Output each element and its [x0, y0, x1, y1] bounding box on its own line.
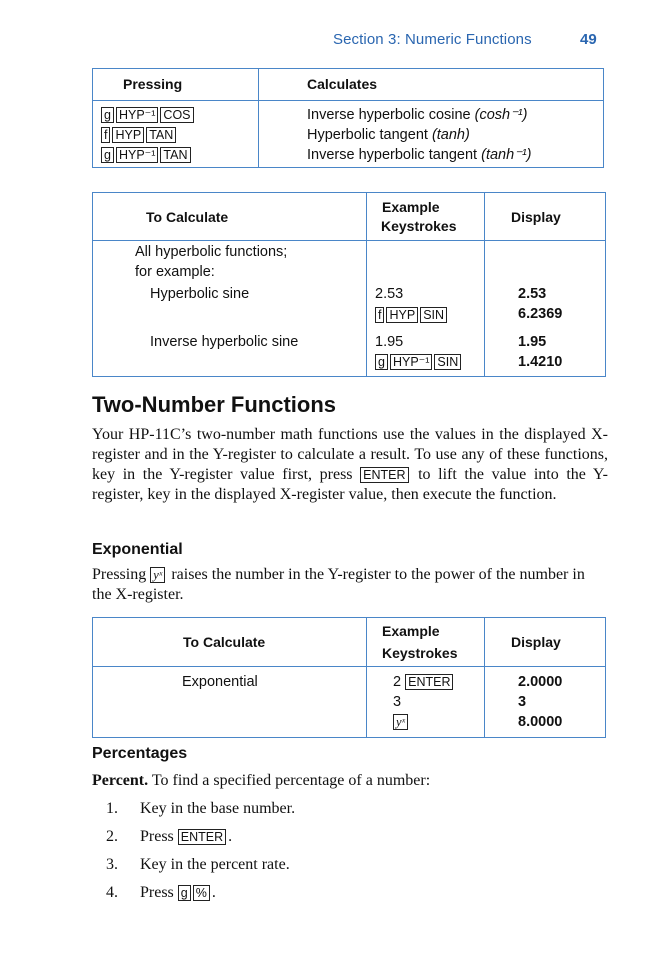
- tan-key: TAN: [146, 127, 176, 143]
- step-number: 2.: [106, 828, 118, 845]
- example-keys: [375, 354, 463, 370]
- table-row-keys: [101, 127, 178, 143]
- table-row-keys: [101, 107, 196, 123]
- hyperbolic-keys-table: [92, 68, 604, 168]
- example-keys: [393, 714, 410, 730]
- g-key: g: [375, 354, 388, 370]
- table-row-desc: Hyperbolic tangent (tanh): [307, 127, 470, 143]
- display-value: 1.4210: [518, 354, 563, 370]
- y-power-x-key: yˣ: [393, 714, 408, 730]
- display-value: 3: [518, 694, 527, 710]
- tan-key: TAN: [160, 147, 190, 163]
- step-text: Key in the base number.: [140, 800, 296, 817]
- step-number: 3.: [106, 856, 118, 873]
- col-header-calculates: Calculates: [307, 76, 378, 92]
- sin-key: SIN: [434, 354, 461, 370]
- step-text: Press ENTER .: [140, 828, 233, 845]
- sin-key: SIN: [420, 307, 447, 323]
- table-row-keys: [101, 147, 193, 163]
- col-header-display: Display: [511, 209, 561, 225]
- display-value: 8.0000: [518, 714, 563, 730]
- step-text: Press g % .: [140, 884, 216, 901]
- example-value: 2.53: [375, 286, 404, 302]
- col-header-example: Example: [382, 199, 440, 215]
- display-value: 2.53: [518, 286, 547, 302]
- example-keys: [375, 307, 449, 323]
- y-power-x-key: yˣ: [150, 567, 165, 583]
- percentages-heading: Percentages: [92, 745, 188, 762]
- exponential-paragraph: Pressing yˣ raises the number in the Y-register to the power of the number in the X-register.: [92, 566, 585, 603]
- hyperbolic-example-table: [92, 192, 606, 377]
- step-number: 4.: [106, 884, 118, 901]
- row-label: Inverse hyperbolic sine: [150, 334, 299, 350]
- percent-key: %: [193, 885, 210, 901]
- hyp-key: HYP: [112, 127, 144, 143]
- g-key: g: [101, 147, 114, 163]
- display-value: 6.2369: [518, 306, 563, 322]
- table-row-desc: Inverse hyperbolic tangent (tanh⁻¹): [307, 147, 532, 163]
- intro-text: All hyperbolic functions;: [135, 244, 288, 260]
- example-keys: 2 ENTER: [393, 674, 455, 690]
- percent-intro: Percent. To find a specified percentage of a number:: [92, 772, 431, 789]
- row-label: Exponential: [182, 674, 258, 690]
- intro-text: for example:: [135, 264, 215, 280]
- col-header-display: Display: [511, 634, 561, 650]
- table-row-desc: Inverse hyperbolic cosine (cosh⁻¹): [307, 107, 528, 123]
- f-key: f: [375, 307, 384, 323]
- step-number: 1.: [106, 800, 118, 817]
- cos-key: COS: [160, 107, 193, 123]
- section-heading: Two-Number Functions: [92, 392, 337, 417]
- col-header-keystrokes: Keystrokes: [382, 645, 458, 661]
- example-value: 3: [393, 694, 402, 710]
- col-header-pressing: Pressing: [123, 76, 183, 92]
- col-header-example: Example: [382, 623, 440, 639]
- col-header-keystrokes: Keystrokes: [381, 218, 457, 234]
- step-text: Key in the percent rate.: [140, 856, 290, 873]
- col-header-to-calculate: To Calculate: [183, 634, 266, 650]
- f-key: f: [101, 127, 110, 143]
- g-key: g: [178, 885, 191, 901]
- enter-key: ENTER: [360, 467, 408, 483]
- g-key: g: [101, 107, 114, 123]
- row-label: Hyperbolic sine: [150, 286, 250, 302]
- section-title: Section 3: Numeric Functions: [333, 31, 532, 48]
- col-header-to-calculate: To Calculate: [146, 209, 229, 225]
- hyp-inverse-key: HYP⁻¹: [116, 147, 158, 163]
- enter-key: ENTER: [405, 674, 453, 690]
- display-value: 1.95: [518, 334, 547, 350]
- enter-key: ENTER: [178, 829, 226, 845]
- exponential-example-table: [92, 617, 606, 738]
- display-value: 2.0000: [518, 674, 563, 690]
- exponential-heading: Exponential: [92, 541, 183, 558]
- example-value: 1.95: [375, 334, 404, 350]
- hyp-inverse-key: HYP⁻¹: [390, 354, 432, 370]
- hyp-inverse-key: HYP⁻¹: [116, 107, 158, 123]
- page-number: 49: [580, 31, 597, 48]
- hyp-key: HYP: [386, 307, 418, 323]
- two-number-paragraph: Your HP-11C’s two-number math functions use the values in the displayed X-register and in the Y-register to calculate a result. To use any of these functions, key in the Y-register value first, press ENTER to lift the value into the Y-register, key in the displayed X-register value, then execute the function.: [92, 426, 608, 503]
